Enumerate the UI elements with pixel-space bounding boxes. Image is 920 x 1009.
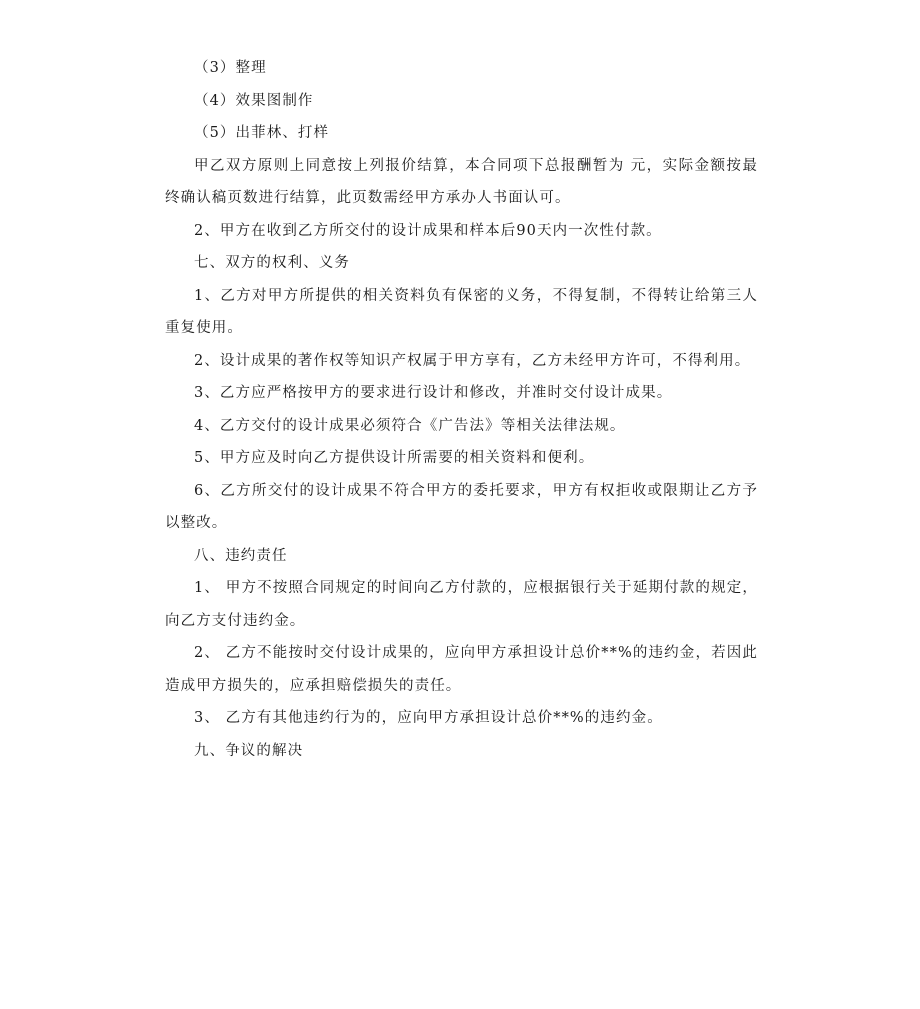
section-heading-rights-obligations: 七、双方的权利、义务 bbox=[194, 255, 350, 271]
rights-clause-2: 2、设计成果的著作权等知识产权属于甲方享有，乙方未经甲方许可，不得利用。 bbox=[194, 352, 751, 369]
breach-clause-1: 1、 甲方不按照合同规定的时间向乙方付款的，应根据银行关于延期付款的规定，向乙方支付违约金。 bbox=[165, 580, 758, 629]
document-body bbox=[165, 52, 758, 767]
rights-clause-6: 6、乙方所交付的设计成果不符合甲方的委托要求，甲方有权拒收或限期让乙方予以整改。 bbox=[165, 482, 758, 531]
payment-term-clause: 2、甲方在收到乙方所交付的设计成果和样本后90天内一次性付款。 bbox=[194, 222, 662, 239]
list-item-arrangement: （3）整理 bbox=[194, 60, 267, 76]
rights-clause-3: 3、乙方应严格按甲方的要求进行设计和修改，并准时交付设计成果。 bbox=[194, 385, 673, 401]
rights-clause-1: 1、乙方对甲方所提供的相关资料负有保密的义务，不得复制，不得转让给第三人重复使用。 bbox=[165, 287, 758, 336]
breach-clause-3: 3、 乙方有其他违约行为的，应向甲方承担设计总价**%的违约金。 bbox=[194, 710, 663, 726]
breach-clause-2: 2、 乙方不能按时交付设计成果的，应向甲方承担设计总价**%的违约金，若因此造成甲方损失的，应承担赔偿损失的责任。 bbox=[165, 645, 758, 694]
list-item-film-proofing: （5）出菲林、打样 bbox=[194, 125, 330, 141]
list-item-rendering: （4）效果图制作 bbox=[194, 92, 314, 109]
section-heading-breach-liability: 八、违约责任 bbox=[194, 547, 288, 564]
rights-clause-4: 4、乙方交付的设计成果必须符合《广告法》等相关法律法规。 bbox=[194, 417, 626, 434]
rights-clause-5: 5、甲方应及时向乙方提供设计所需要的相关资料和便利。 bbox=[194, 450, 595, 466]
section-heading-dispute-resolution: 九、争议的解决 bbox=[194, 742, 304, 759]
payment-settlement-paragraph: 甲乙双方原则上同意按上列报价结算，本合同项下总报酬暂为 元，实际金额按最终确认稿页数进行结算，此页数需经甲方承办人书面认可。 bbox=[165, 157, 758, 206]
